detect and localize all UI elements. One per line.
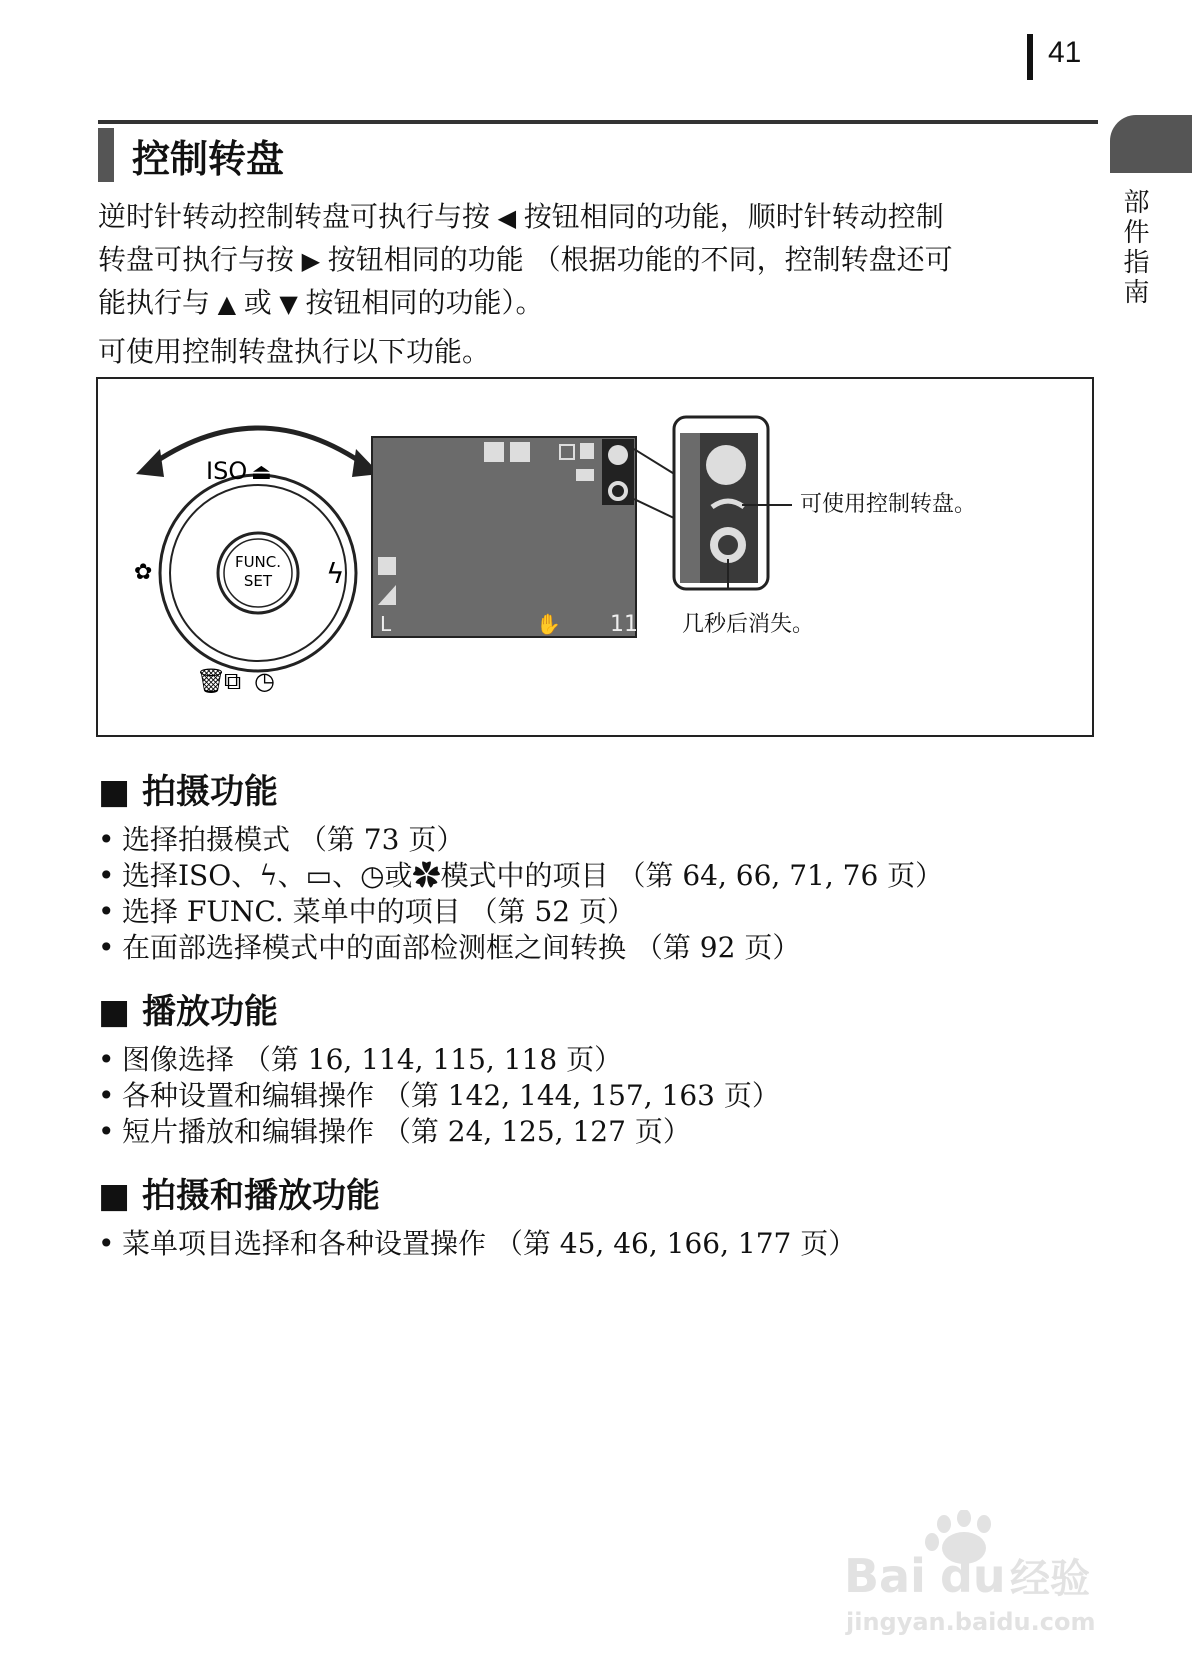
delete-icon: 🗑 [196, 667, 227, 695]
up-arrow-icon: ▲ [210, 290, 244, 318]
lcd-shots-remaining: 11 [610, 612, 638, 637]
list-item-text: 选择ISO、ϟ、▭、◷或✿模式中的项目 （第 64, 66, 71, 76 页） [122, 859, 944, 892]
func-label: FUNC. [234, 553, 282, 571]
intro-text [98, 196, 1098, 373]
left-arrow-icon: ◀ [490, 204, 524, 232]
title-accent-bar [98, 128, 114, 182]
shoot-play-heading: ■ 拍摄和播放功能 [98, 1176, 380, 1216]
lcd-iso-icon [484, 442, 504, 462]
header-rule [98, 120, 1098, 124]
set-label: SET [243, 572, 273, 590]
intro-line-1b: 按钮相同的功能，顺时针转动控制 [523, 200, 944, 233]
shooting-section [98, 770, 943, 966]
figure-illustration [98, 379, 1092, 735]
intro-line-1 [98, 196, 1098, 239]
right-arrow-icon: ▶ [294, 247, 328, 275]
list-item-text: 选择 FUNC. 菜单中的项目 （第 52 页） [122, 895, 635, 928]
intro-line-3a: 能执行与 [98, 286, 211, 319]
intro-line-3 [98, 282, 1098, 325]
list-item: • 在面部选择模式中的面部检测框之间转换 （第 92 页） [98, 931, 801, 964]
page-number-bar [1027, 34, 1033, 80]
list-item-text: 各种设置和编辑操作 （第 142, 144, 157, 163 页） [122, 1079, 780, 1112]
control-dial-figure [96, 377, 1094, 737]
callout-disappear-text: 几秒后消失。 [682, 612, 815, 637]
zoom-lcd-edge [680, 433, 700, 583]
iso-label: ISO [206, 457, 248, 485]
baidu-watermark [840, 1510, 1140, 1644]
list-item: • 短片播放和编辑操作 （第 24, 125, 127 页） [98, 1115, 691, 1148]
rotate-ccw-arrowhead-icon [136, 449, 164, 477]
callout-dial-text: 可使用控制转盘。 [800, 492, 977, 517]
intro-line-3b: 或 [243, 286, 272, 319]
playback-heading: ■ 播放功能 [98, 992, 278, 1032]
list-item: • 各种设置和编辑操作 （第 142, 144, 157, 163 页） [98, 1079, 780, 1112]
macro-icon: ✿ [134, 560, 153, 585]
list-item-text: 菜单项目选择和各种设置操作 （第 45, 46, 166, 177 页） [122, 1227, 857, 1260]
lcd-portrait-icon [608, 445, 628, 465]
chapter-tab-label: 部件指南 [1119, 188, 1149, 308]
list-item: • 选择拍摄模式 （第 73 页） [98, 823, 465, 856]
section-title: 控制转盘 [132, 137, 285, 181]
playback-list [98, 1042, 780, 1150]
shooting-mode-icon: ⏏ [251, 460, 272, 485]
list-item-text: 选择拍摄模式 （第 73 页） [122, 823, 465, 856]
shooting-heading: ■ 拍摄功能 [98, 772, 278, 812]
watermark-suffix: 经验 [1010, 1556, 1090, 1602]
lcd-flash-auto-icon [510, 442, 530, 462]
flash-icon: ϟ [326, 557, 345, 590]
lcd-screen [372, 437, 636, 637]
self-timer-icon: ◷ [254, 667, 275, 695]
intro-line-2b: 按钮相同的功能 （根据功能的不同，控制转盘还可 [327, 243, 953, 276]
down-arrow-icon: ▼ [271, 290, 306, 318]
watermark-url: jingyan.baidu.com [846, 1608, 1096, 1636]
intro-line-4: 可使用控制转盘执行以下功能。 [98, 335, 491, 368]
continuous-shot-icon: ⧉ [224, 667, 242, 695]
list-item-text: 在面部选择模式中的面部检测框之间转换 （第 92 页） [122, 931, 801, 964]
lcd-metering-icon [378, 557, 396, 575]
watermark-brand: Bai [844, 1549, 926, 1603]
lcd-lock-icon [580, 443, 594, 459]
page-number: 41 [1048, 36, 1082, 69]
list-item: • 选择ISO、ϟ、▭、◷或✿模式中的项目 （第 64, 66, 71, 76 页） [98, 859, 944, 892]
zoom-leader-top [634, 449, 676, 475]
list-item-text: 短片播放和编辑操作 （第 24, 125, 127 页） [122, 1115, 691, 1148]
intro-line-2 [98, 239, 1098, 282]
lcd-stabilizer-icon: ✋ [536, 612, 561, 636]
shoot-play-list [98, 1226, 856, 1262]
playback-section [98, 990, 780, 1150]
list-item: • 图像选择 （第 16, 114, 115, 118 页） [98, 1043, 623, 1076]
zoom-portrait-icon [706, 445, 746, 485]
zoom-leader-bottom [634, 499, 676, 519]
shoot-play-section [98, 1174, 856, 1262]
baidu-watermark-logo [840, 1510, 1140, 1640]
list-item-text: 图像选择 （第 16, 114, 115, 118 页） [122, 1043, 623, 1076]
chapter-tab [1110, 115, 1192, 173]
list-item: • 选择 FUNC. 菜单中的项目 （第 52 页） [98, 895, 635, 928]
lcd-battery-icon [576, 469, 594, 481]
intro-line-1a: 逆时针转动控制转盘可执行与按 [98, 200, 491, 233]
watermark-brand-2: du [940, 1549, 1006, 1603]
shooting-list [98, 822, 943, 966]
intro-line-3c: 按钮相同的功能）。 [305, 286, 544, 319]
lcd-size-label: L [380, 612, 392, 636]
list-item: • 菜单项目选择和各种设置操作 （第 45, 46, 166, 177 页） [98, 1227, 857, 1260]
intro-line-2a: 转盘可执行与按 [98, 243, 295, 276]
